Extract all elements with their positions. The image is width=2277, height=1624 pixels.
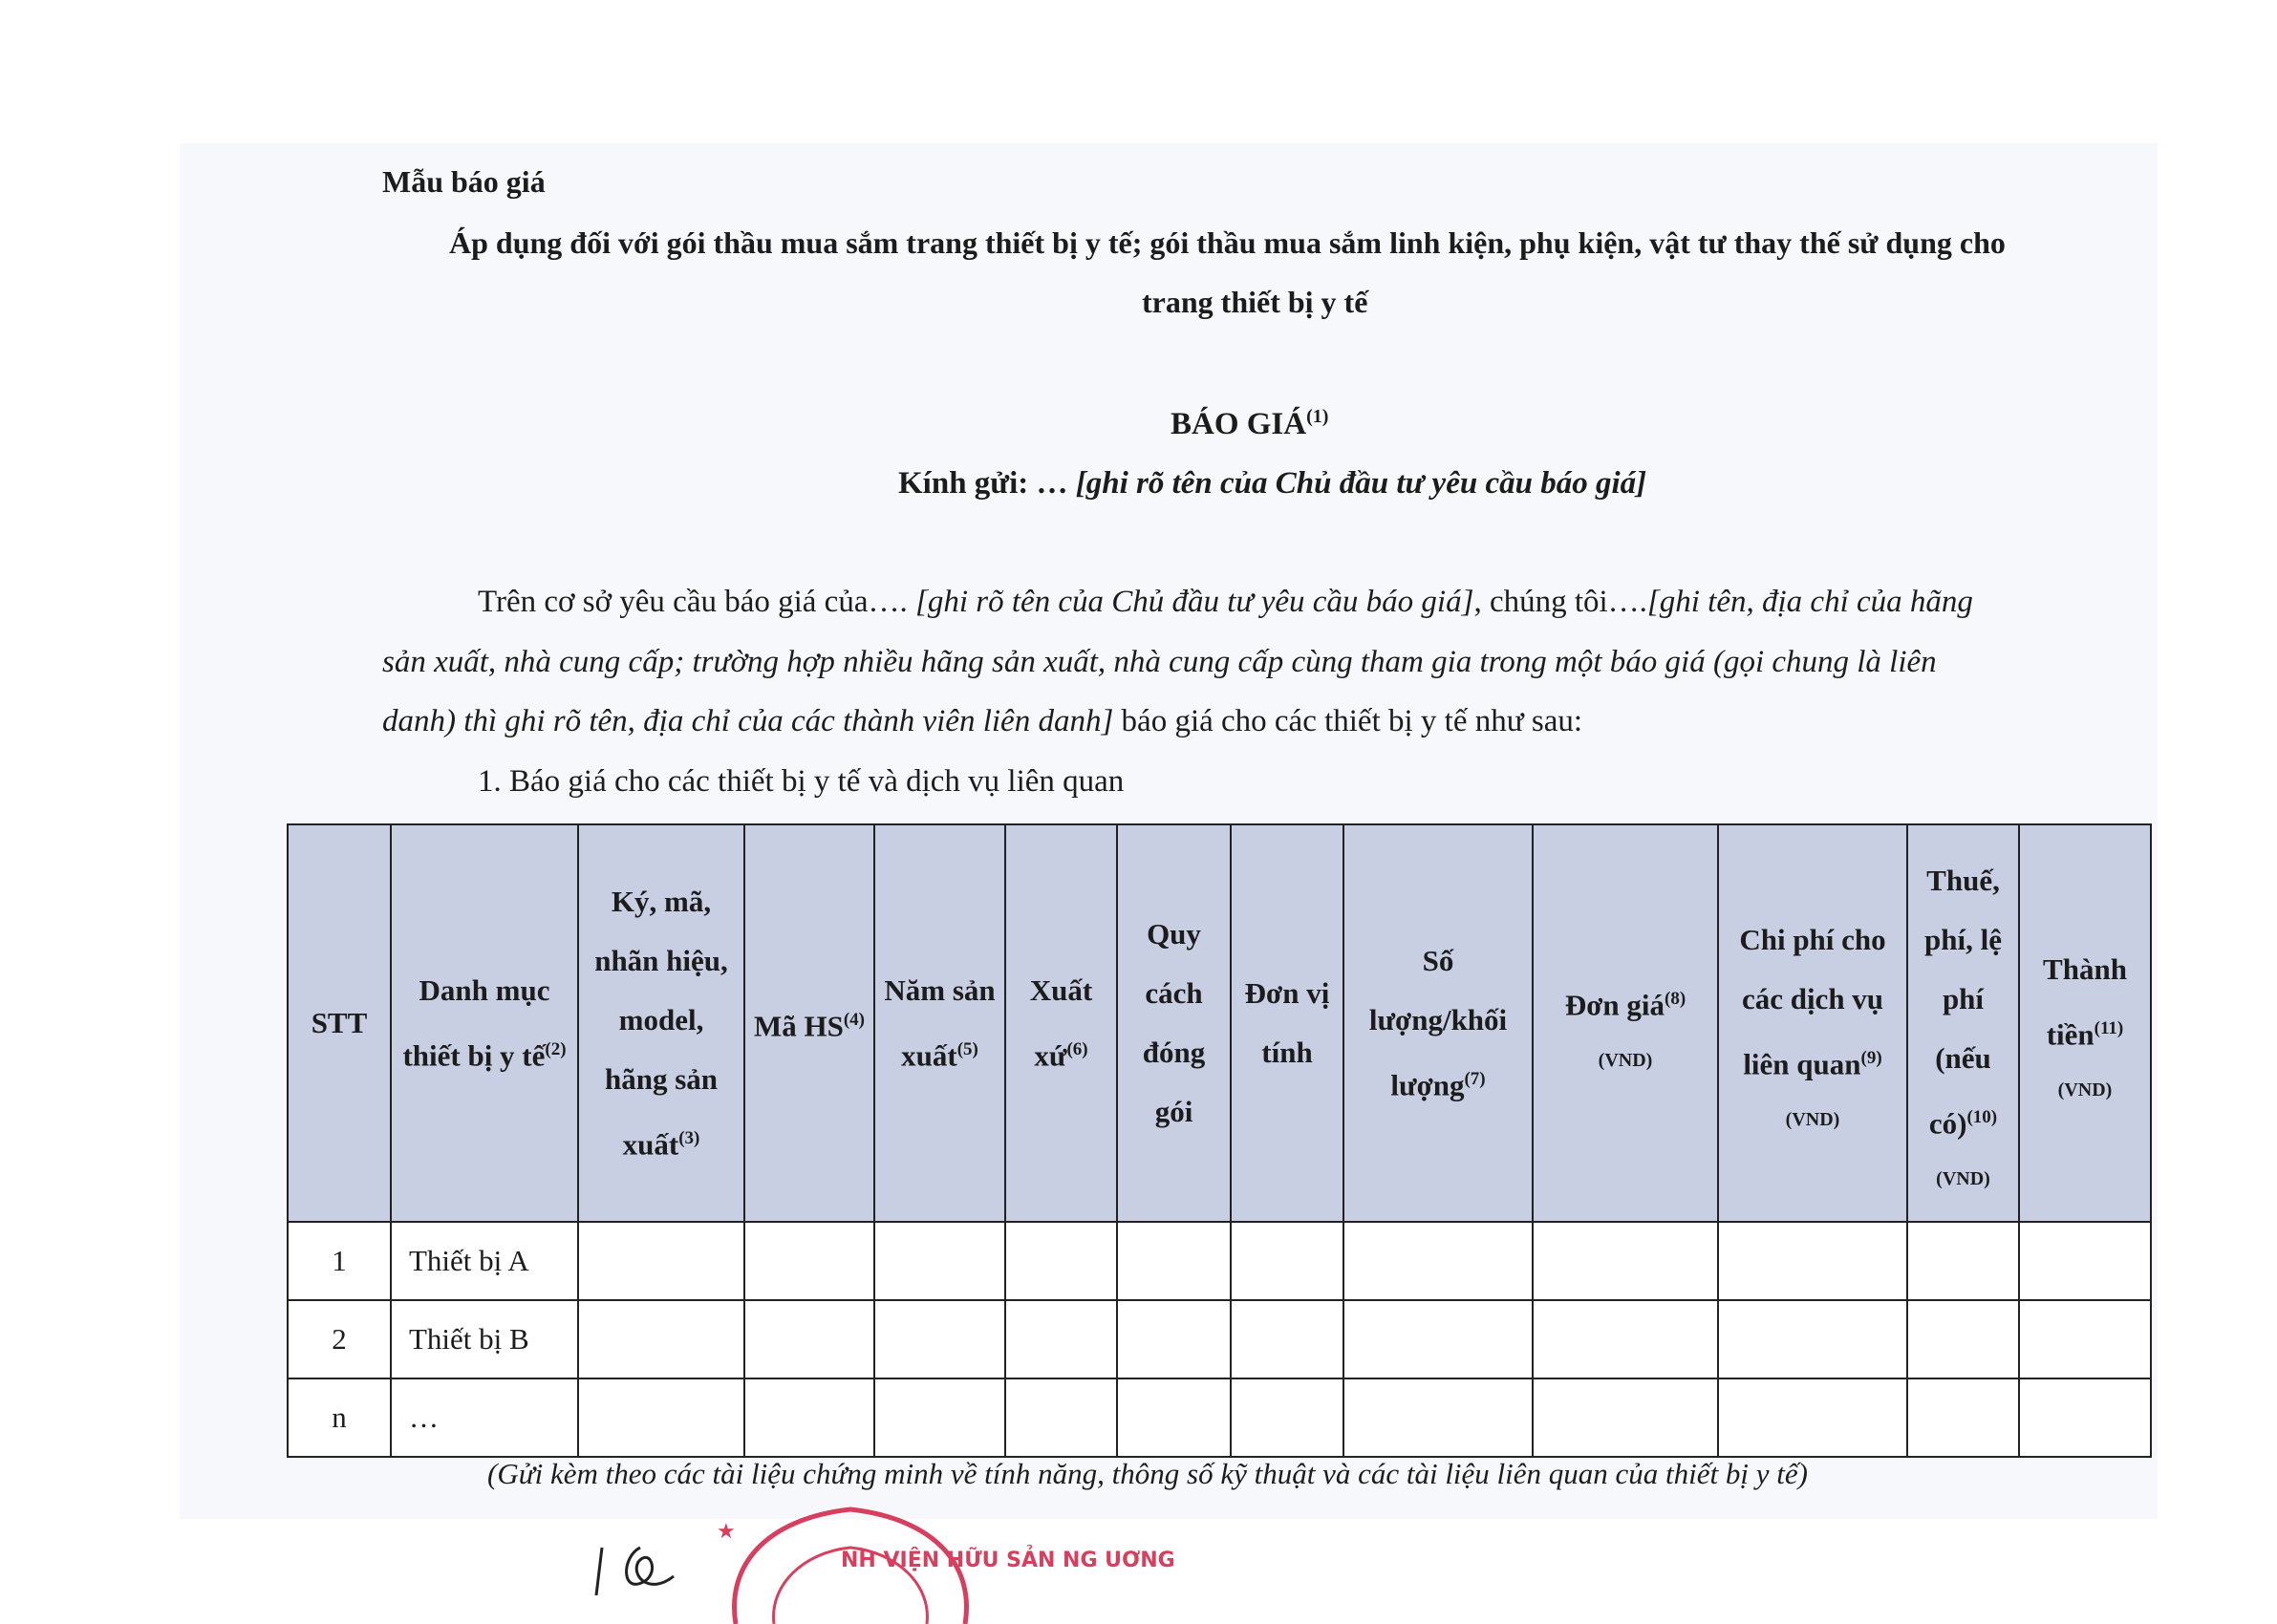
table-cell xyxy=(2019,1378,2151,1457)
intro-text: báo giá cho các thiết bị y tế như sau: xyxy=(1113,704,1583,738)
header-unit: (VND) xyxy=(1785,1109,1840,1131)
header-footnote: (2) xyxy=(545,1038,567,1059)
table-cell xyxy=(1533,1300,1718,1378)
recipient-placeholder: [ghi rõ tên của Chủ đầu tư yêu cầu báo giá] xyxy=(1075,466,1647,501)
intro-line-1 xyxy=(478,585,1973,620)
table-cell xyxy=(1718,1378,1907,1457)
table-row xyxy=(288,1378,2151,1457)
table-header-cell xyxy=(1231,824,1343,1222)
header-unit: (VND) xyxy=(2057,1079,2113,1101)
header-footnote: (10) xyxy=(1966,1106,1998,1127)
table-cell xyxy=(578,1378,744,1457)
table-cell xyxy=(1907,1222,2019,1300)
header-label: Năm sản xuất xyxy=(884,972,996,1073)
intro-text: Trên cơ sở yêu cầu báo giá của…. xyxy=(478,585,908,619)
intro-placeholder: [ghi rõ tên của Chủ đầu tư yêu cầu báo giá] xyxy=(907,585,1474,619)
form-label: Mẫu báo giá xyxy=(382,164,546,199)
table-cell xyxy=(874,1222,1005,1300)
table-cell xyxy=(744,1378,874,1457)
table-header-cell xyxy=(1117,824,1231,1222)
table-cell xyxy=(874,1378,1005,1457)
table-header-cell xyxy=(1718,824,1907,1222)
table-cell xyxy=(744,1222,874,1300)
header-footnote: (3) xyxy=(678,1127,700,1148)
table-row xyxy=(288,1222,2151,1300)
table-cell xyxy=(874,1300,1005,1378)
recipient-line xyxy=(898,466,1646,502)
table-body xyxy=(288,1222,2151,1457)
row-item-name: Thiết bị A xyxy=(391,1222,578,1300)
table-header-cell xyxy=(391,824,578,1222)
table-header-cell xyxy=(2019,824,2151,1222)
title-text: BÁO GIÁ xyxy=(1171,407,1307,441)
table-cell xyxy=(578,1300,744,1378)
subtitle-line-2: trang thiết bị y tế xyxy=(1142,285,1368,319)
table-cell xyxy=(1343,1378,1533,1457)
row-number: n xyxy=(288,1378,391,1457)
recipient-prefix: Kính gửi: … xyxy=(898,466,1068,501)
header-unit: (VND) xyxy=(1598,1050,1653,1072)
subtitle-line-1: Áp dụng đối với gói thầu mua sắm trang thiết bị y tế; gói thầu mua sắm linh kiện, phụ kiện, vật tư thay thế sử dụng cho xyxy=(449,225,2006,260)
header-label: Mã HS xyxy=(753,1009,844,1043)
table-cell xyxy=(1343,1222,1533,1300)
table-cell xyxy=(2019,1222,2151,1300)
header-footnote: (8) xyxy=(1665,988,1686,1009)
row-item-name: Thiết bị B xyxy=(391,1300,578,1378)
header-label: Thuế, phí, lệ phí (nếu có) xyxy=(1924,863,2002,1141)
header-footnote: (5) xyxy=(956,1038,978,1059)
stamp-text: NH VIỆN HỮU SẢN NG UƠNG xyxy=(841,1549,1175,1572)
header-label: Đơn vị tính xyxy=(1244,976,1330,1069)
table-header-cell xyxy=(744,824,874,1222)
intro-placeholder: sản xuất, nhà cung cấp; trường hợp nhiều hãng sản xuất, nhà cung cấp cùng tham gia trong một báo giá (gọi chung là liên xyxy=(382,645,1937,679)
intro-placeholder: [ghi tên, địa chỉ của hãng xyxy=(1646,585,1973,619)
table-cell xyxy=(1343,1300,1533,1378)
table-cell xyxy=(1005,1222,1117,1300)
section-heading: 1. Báo giá cho các thiết bị y tế và dịch vụ liên quan xyxy=(478,764,1125,799)
header-footnote: (4) xyxy=(843,1009,866,1030)
header-label: STT xyxy=(311,1006,368,1039)
table-header-cell xyxy=(288,824,391,1222)
intro-placeholder: danh) thì ghi rõ tên, địa chỉ của các thành viên liên danh] xyxy=(382,704,1114,738)
row-item-name: … xyxy=(391,1378,578,1457)
table-header-row xyxy=(288,824,2151,1222)
table-cell xyxy=(1907,1300,2019,1378)
signature xyxy=(592,1528,678,1605)
table-cell xyxy=(1231,1378,1343,1457)
quote-table xyxy=(287,823,2152,1458)
header-label: Thành tiền xyxy=(2043,951,2127,1052)
table-cell xyxy=(1117,1300,1231,1378)
header-footnote: (6) xyxy=(1066,1038,1088,1059)
header-footnote: (9) xyxy=(1860,1047,1882,1068)
table-row xyxy=(288,1300,2151,1378)
header-unit: (VND) xyxy=(1936,1168,1990,1190)
table-cell xyxy=(1718,1222,1907,1300)
header-label: Chi phí cho các dịch vụ liên quan xyxy=(1739,922,1886,1081)
svg-text:★: ★ xyxy=(717,1520,736,1544)
attachment-note: (Gửi kèm theo các tài liệu chứng minh về tính năng, thông số kỹ thuật và các tài liệu liên quan của thiết bị y tế) xyxy=(487,1457,1808,1490)
row-number: 2 xyxy=(288,1300,391,1378)
table-cell xyxy=(1005,1378,1117,1457)
table-cell xyxy=(2019,1300,2151,1378)
header-footnote: (7) xyxy=(1464,1068,1486,1089)
table-cell xyxy=(1907,1378,2019,1457)
header-label: Danh mục thiết bị y tế xyxy=(402,972,550,1073)
table-header-cell xyxy=(1907,824,2019,1222)
table-header-cell xyxy=(1005,824,1117,1222)
table-cell xyxy=(1231,1300,1343,1378)
document-title xyxy=(1171,406,1328,442)
header-label: Số lượng/khối lượng xyxy=(1368,943,1508,1102)
table-cell xyxy=(578,1222,744,1300)
table-cell xyxy=(744,1300,874,1378)
title-footnote: (1) xyxy=(1306,406,1329,427)
table-header-cell xyxy=(578,824,744,1222)
table-header-cell xyxy=(874,824,1005,1222)
table-cell xyxy=(1718,1300,1907,1378)
table-cell xyxy=(1005,1300,1117,1378)
table-cell xyxy=(1533,1222,1718,1300)
table-header-cell xyxy=(1533,824,1718,1222)
table-cell xyxy=(1117,1378,1231,1457)
row-number: 1 xyxy=(288,1222,391,1300)
table-cell xyxy=(1231,1222,1343,1300)
intro-text: , chúng tôi…. xyxy=(1473,585,1647,619)
intro-line-3 xyxy=(382,704,1582,739)
header-label: Ký, mã, nhãn hiệu, model, hãng sản xuất xyxy=(594,884,728,1162)
red-stamp xyxy=(698,1500,1175,1624)
table-cell xyxy=(1117,1222,1231,1300)
table-header-cell xyxy=(1343,824,1533,1222)
header-label: Xuất xứ xyxy=(1029,972,1093,1073)
table-cell xyxy=(1533,1378,1718,1457)
header-footnote: (11) xyxy=(2094,1017,2124,1038)
intro-line-2 xyxy=(382,645,1937,680)
header-label: Đơn giá xyxy=(1564,988,1665,1022)
header-label: Quy cách đóng gói xyxy=(1142,917,1206,1128)
